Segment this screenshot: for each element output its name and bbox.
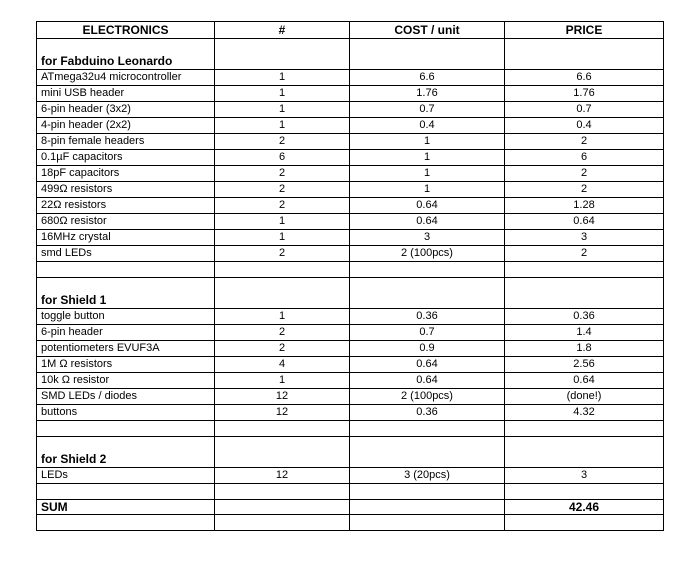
item-qty: 2: [215, 182, 350, 198]
item-name: 22Ω resistors: [37, 198, 215, 214]
header-cost: COST / unit: [350, 22, 505, 39]
item-cost: 1: [350, 150, 505, 166]
table-row: [37, 468, 664, 484]
item-price: 0.7: [505, 102, 664, 118]
table-row: [37, 373, 664, 389]
item-price: 1.4: [505, 325, 664, 341]
item-name: 4-pin header (2x2): [37, 118, 215, 134]
empty-cell: [37, 484, 215, 500]
empty-cell: [350, 278, 505, 309]
empty-cell: [350, 484, 505, 500]
table-row: [37, 341, 664, 357]
item-price: 1.76: [505, 86, 664, 102]
item-cost: 0.64: [350, 198, 505, 214]
empty-cell: [215, 500, 350, 515]
empty-cell: [350, 262, 505, 278]
item-price: 0.64: [505, 373, 664, 389]
table-row: [37, 86, 664, 102]
item-cost: 1.76: [350, 86, 505, 102]
table-row: [37, 389, 664, 405]
item-qty: 1: [215, 230, 350, 246]
table-body: [37, 39, 664, 531]
section-row: [37, 39, 664, 70]
item-name: 0.1µF capacitors: [37, 150, 215, 166]
table-row: [37, 325, 664, 341]
item-cost: 0.4: [350, 118, 505, 134]
item-qty: 2: [215, 246, 350, 262]
sum-value: 42.46: [505, 500, 664, 515]
empty-cell: [215, 39, 350, 70]
empty-cell: [37, 262, 215, 278]
item-qty: 1: [215, 118, 350, 134]
item-name: LEDs: [37, 468, 215, 484]
item-qty: 2: [215, 198, 350, 214]
item-name: 499Ω resistors: [37, 182, 215, 198]
table-row: [37, 309, 664, 325]
empty-cell: [505, 484, 664, 500]
table-row: [37, 405, 664, 421]
table-row: [37, 182, 664, 198]
empty-cell: [505, 278, 664, 309]
table-row: [37, 134, 664, 150]
item-qty: 1: [215, 214, 350, 230]
section-row: [37, 437, 664, 468]
item-name: 10k Ω resistor: [37, 373, 215, 389]
item-qty: 12: [215, 389, 350, 405]
section-title: for Shield 2: [37, 437, 215, 468]
spacer-row: [37, 515, 664, 531]
item-price: 6: [505, 150, 664, 166]
item-price: 0.4: [505, 118, 664, 134]
table-row: [37, 118, 664, 134]
item-cost: 0.64: [350, 357, 505, 373]
item-cost: 3 (20pcs): [350, 468, 505, 484]
item-name: smd LEDs: [37, 246, 215, 262]
item-price: 1.8: [505, 341, 664, 357]
spacer-row: [37, 421, 664, 437]
item-cost: 0.9: [350, 341, 505, 357]
spacer-row: [37, 262, 664, 278]
item-price: 2: [505, 246, 664, 262]
item-cost: 2 (100pcs): [350, 246, 505, 262]
cost-table: [36, 21, 664, 531]
empty-cell: [350, 515, 505, 531]
item-name: 16MHz crystal: [37, 230, 215, 246]
item-name: SMD LEDs / diodes: [37, 389, 215, 405]
item-name: 18pF capacitors: [37, 166, 215, 182]
item-name: potentiometers EVUF3A: [37, 341, 215, 357]
sum-label: SUM: [37, 500, 215, 515]
empty-cell: [215, 437, 350, 468]
empty-cell: [350, 437, 505, 468]
item-name: 680Ω resistor: [37, 214, 215, 230]
empty-cell: [37, 515, 215, 531]
spacer-row: [37, 484, 664, 500]
table-row: [37, 166, 664, 182]
table-row: [37, 70, 664, 86]
header-electronics: ELECTRONICS: [37, 22, 215, 39]
header-row: [37, 22, 664, 39]
item-name: 6-pin header (3x2): [37, 102, 215, 118]
table-row: [37, 214, 664, 230]
item-price: 2: [505, 166, 664, 182]
item-name: 6-pin header: [37, 325, 215, 341]
item-qty: 2: [215, 325, 350, 341]
item-name: 8-pin female headers: [37, 134, 215, 150]
item-qty: 1: [215, 102, 350, 118]
item-cost: 6.6: [350, 70, 505, 86]
item-cost: 2 (100pcs): [350, 389, 505, 405]
item-qty: 1: [215, 373, 350, 389]
item-price: 0.36: [505, 309, 664, 325]
empty-cell: [505, 437, 664, 468]
item-price: 4.32: [505, 405, 664, 421]
empty-cell: [350, 421, 505, 437]
item-qty: 12: [215, 468, 350, 484]
item-price: 3: [505, 468, 664, 484]
item-cost: 0.64: [350, 214, 505, 230]
table-row: [37, 246, 664, 262]
table-row: [37, 150, 664, 166]
item-qty: 2: [215, 166, 350, 182]
item-qty: 2: [215, 341, 350, 357]
section-title: for Shield 1: [37, 278, 215, 309]
header-price: PRICE: [505, 22, 664, 39]
item-cost: 0.7: [350, 102, 505, 118]
table-row: [37, 357, 664, 373]
header-qty: #: [215, 22, 350, 39]
table-row: [37, 198, 664, 214]
empty-cell: [215, 421, 350, 437]
empty-cell: [505, 515, 664, 531]
table-row: [37, 102, 664, 118]
item-name: toggle button: [37, 309, 215, 325]
sum-row: [37, 500, 664, 515]
item-price: (done!): [505, 389, 664, 405]
empty-cell: [215, 515, 350, 531]
item-name: mini USB header: [37, 86, 215, 102]
item-cost: 3: [350, 230, 505, 246]
item-qty: 12: [215, 405, 350, 421]
item-cost: 0.36: [350, 309, 505, 325]
item-qty: 1: [215, 70, 350, 86]
item-name: 1M Ω resistors: [37, 357, 215, 373]
empty-cell: [505, 39, 664, 70]
item-price: 1.28: [505, 198, 664, 214]
empty-cell: [215, 262, 350, 278]
empty-cell: [505, 262, 664, 278]
empty-cell: [505, 421, 664, 437]
item-qty: 6: [215, 150, 350, 166]
empty-cell: [350, 39, 505, 70]
item-price: 6.6: [505, 70, 664, 86]
empty-cell: [350, 500, 505, 515]
item-qty: 4: [215, 357, 350, 373]
item-cost: 0.64: [350, 373, 505, 389]
item-price: 2: [505, 134, 664, 150]
item-name: buttons: [37, 405, 215, 421]
item-qty: 1: [215, 309, 350, 325]
item-cost: 1: [350, 166, 505, 182]
item-price: 3: [505, 230, 664, 246]
item-name: ATmega32u4 microcontroller: [37, 70, 215, 86]
table-row: [37, 230, 664, 246]
item-qty: 2: [215, 134, 350, 150]
item-qty: 1: [215, 86, 350, 102]
section-title: for Fabduino Leonardo: [37, 39, 215, 70]
item-price: 2: [505, 182, 664, 198]
item-cost: 0.36: [350, 405, 505, 421]
section-row: [37, 278, 664, 309]
item-cost: 1: [350, 134, 505, 150]
item-price: 0.64: [505, 214, 664, 230]
item-price: 2.56: [505, 357, 664, 373]
item-cost: 1: [350, 182, 505, 198]
item-cost: 0.7: [350, 325, 505, 341]
empty-cell: [215, 484, 350, 500]
empty-cell: [215, 278, 350, 309]
empty-cell: [37, 421, 215, 437]
